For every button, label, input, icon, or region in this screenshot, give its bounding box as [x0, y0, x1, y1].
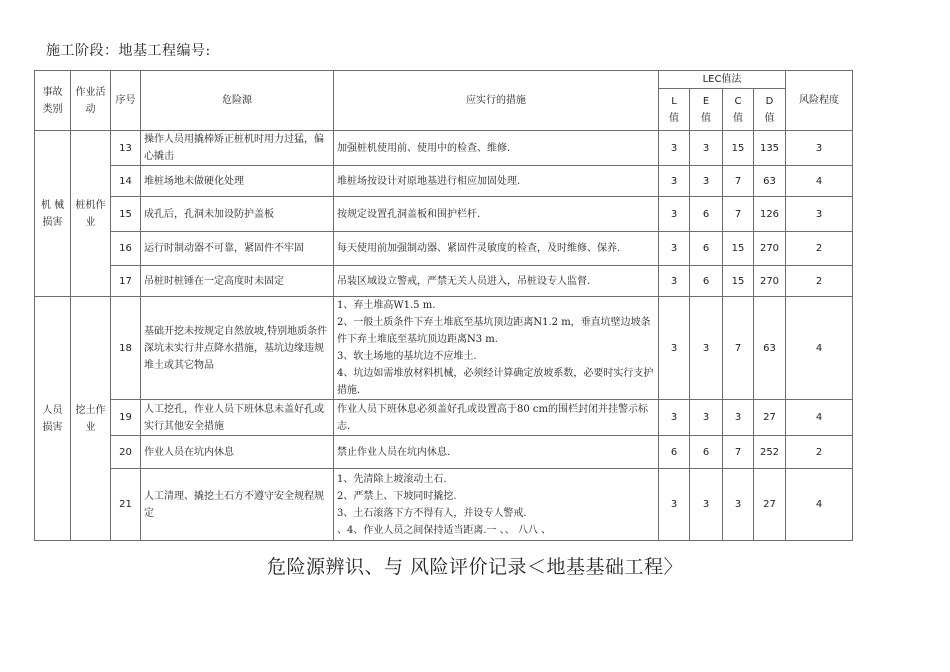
- l-value-cell: 3: [659, 469, 690, 541]
- l-value-cell: 6: [659, 436, 690, 469]
- measure-line: 、4、作业人员之间保持适当距离.一 、、 八八 、: [337, 524, 552, 536]
- col-measures: 应实行的措施: [334, 71, 659, 131]
- c-value-cell: 7: [723, 297, 754, 400]
- activity-cell: 挖土作业: [71, 297, 111, 541]
- col-risk: 风险程度: [786, 71, 853, 131]
- measures-cell: [334, 400, 659, 436]
- seq-cell: 21: [111, 469, 141, 541]
- d-value-cell: 135: [754, 131, 786, 166]
- category-cell: 机 械损害: [35, 131, 71, 297]
- l-value-cell: 3: [659, 297, 690, 400]
- measure-line: 吊装区域设立警戒，严禁无关人员进入，吊桩设专人监督.: [337, 275, 591, 287]
- col-e: E 值: [690, 89, 723, 131]
- d-value-cell: 126: [754, 197, 786, 232]
- hazard-cell: 基础开挖未按规定自然放坡,特别地质条件深坑未实行井点降水措施，基坑边缘违规堆土或其它物品: [141, 297, 334, 400]
- seq-cell: 16: [111, 232, 141, 266]
- measure-line: 2、严禁上、下坡同时撬挖.: [337, 490, 457, 502]
- table-row: [35, 469, 853, 541]
- c-value-cell: 7: [723, 197, 754, 232]
- c-value-cell: 15: [723, 232, 754, 266]
- d-value-cell: 270: [754, 232, 786, 266]
- table-row: [35, 197, 853, 232]
- activity-cell: 桩机作业: [71, 131, 111, 297]
- risk-level-cell: 2: [786, 232, 853, 266]
- l-value-cell: 3: [659, 400, 690, 436]
- measures-cell: [334, 297, 659, 400]
- document-title: 危险源辨识、与 风险评价记录＜地基基础工程〉: [266, 556, 684, 578]
- category-cell: 人员损害: [35, 297, 71, 541]
- measures-cell: [334, 232, 659, 266]
- risk-level-cell: 2: [786, 436, 853, 469]
- hazard-cell: 堆桩场地未做硬化处理: [141, 166, 334, 197]
- measure-line: 1、弃土堆高W1.5 m.: [337, 300, 436, 311]
- table-row: [35, 297, 853, 400]
- d-value-cell: 63: [754, 297, 786, 400]
- e-value-cell: 6: [690, 232, 723, 266]
- stage-line: 施工阶段：地基工程编号:: [46, 43, 211, 59]
- d-value-cell: 27: [754, 469, 786, 541]
- measures-cell: [334, 166, 659, 197]
- risk-level-cell: 4: [786, 297, 853, 400]
- seq-cell: 20: [111, 436, 141, 469]
- measure-line: 加强桩机使用前、使用中的检查、维修.: [337, 142, 511, 154]
- c-value-cell: 3: [723, 469, 754, 541]
- risk-level-cell: 3: [786, 131, 853, 166]
- c-value-cell: 15: [723, 266, 754, 297]
- risk-level-cell: 4: [786, 166, 853, 197]
- col-c: C 值: [723, 89, 754, 131]
- e-value-cell: 3: [690, 469, 723, 541]
- measure-line: 每天使用前加强制动器、紧固件灵敏度的检查，及时维修、保养.: [337, 243, 621, 254]
- seq-cell: 19: [111, 400, 141, 436]
- hazard-cell: 作业人员在坑内休息: [141, 436, 334, 469]
- measure-line: 2、一般土质条件下弃土堆底至基坑顶边距离N1.2 m，垂直坑壁边坡条件下弃土堆底至基坑顶边距离N3 m.: [337, 317, 651, 345]
- e-value-cell: 3: [690, 166, 723, 197]
- l-value-cell: 3: [659, 166, 690, 197]
- risk-level-cell: 2: [786, 266, 853, 297]
- col-hazard: 危险源: [141, 71, 334, 131]
- table-row: [35, 436, 853, 469]
- measure-line: 4、坑边如需堆放材料机械，必须经计算确定放坡系数，必要时实行支护措施.: [337, 368, 654, 396]
- measure-line: 3、软土场地的基坑边不应堆土.: [337, 351, 477, 362]
- e-value-cell: 3: [690, 297, 723, 400]
- e-value-cell: 6: [690, 197, 723, 232]
- l-value-cell: 3: [659, 197, 690, 232]
- risk-level-cell: 3: [786, 197, 853, 232]
- c-value-cell: 15: [723, 131, 754, 166]
- measures-cell: [334, 436, 659, 469]
- seq-cell: 18: [111, 297, 141, 400]
- seq-cell: 14: [111, 166, 141, 197]
- hazard-cell: 操作人员用撬棒矫正桩机时用力过猛，偏心撬击: [141, 131, 334, 166]
- measure-line: 禁止作业人员在坑内休息.: [337, 446, 451, 458]
- measure-line: 1、先清除上坡滚动土石.: [337, 473, 447, 485]
- col-seq: 序号: [111, 71, 141, 131]
- measure-line: 3、土石滚落下方不得有人，并设专人警戒.: [337, 507, 527, 519]
- measure-line: 作业人员下班休息必须盖好孔或设置高于80 cm的围栏封闭并挂警示标志.: [337, 403, 648, 432]
- col-lec: LEC值法: [659, 71, 786, 89]
- measures-cell: [334, 469, 659, 541]
- seq-cell: 17: [111, 266, 141, 297]
- hazard-cell: 人工清理、撬挖土石方不遵守安全规程规定: [141, 469, 334, 541]
- seq-cell: 15: [111, 197, 141, 232]
- e-value-cell: 3: [690, 400, 723, 436]
- l-value-cell: 3: [659, 266, 690, 297]
- hazard-cell: 吊桩时桩锤在一定高度时未固定: [141, 266, 334, 297]
- hazard-cell: 人工挖孔，作业人员下班休息未盖好孔或实行其他安全措施: [141, 400, 334, 436]
- c-value-cell: 7: [723, 166, 754, 197]
- table-row: [35, 400, 853, 436]
- l-value-cell: 3: [659, 131, 690, 166]
- col-l: L 值: [659, 89, 690, 131]
- risk-assessment-table: [34, 70, 853, 541]
- measure-line: 按规定设置孔洞盖板和围护栏杆.: [337, 208, 481, 220]
- hazard-cell: 成孔后，孔洞未加设防护盖板: [141, 197, 334, 232]
- measures-cell: [334, 197, 659, 232]
- table-row: [35, 131, 853, 166]
- l-value-cell: 3: [659, 232, 690, 266]
- e-value-cell: 6: [690, 266, 723, 297]
- table-row: [35, 166, 853, 197]
- measure-line: 堆桩场按设计对原地基进行相应加固处理.: [337, 175, 521, 187]
- risk-level-cell: 4: [786, 400, 853, 436]
- d-value-cell: 270: [754, 266, 786, 297]
- c-value-cell: 3: [723, 400, 754, 436]
- col-d: D 值: [754, 89, 786, 131]
- e-value-cell: 3: [690, 131, 723, 166]
- hazard-cell: 运行时制动器不可靠，紧固件不牢固: [141, 232, 334, 266]
- table-row: [35, 266, 853, 297]
- measures-cell: [334, 266, 659, 297]
- seq-cell: 13: [111, 131, 141, 166]
- e-value-cell: 6: [690, 436, 723, 469]
- col-activity: 作业活动: [71, 71, 111, 131]
- table-row: [35, 232, 853, 266]
- d-value-cell: 252: [754, 436, 786, 469]
- col-category: 事故类别: [35, 71, 71, 131]
- c-value-cell: 7: [723, 436, 754, 469]
- risk-level-cell: 4: [786, 469, 853, 541]
- d-value-cell: 63: [754, 166, 786, 197]
- measures-cell: [334, 131, 659, 166]
- d-value-cell: 27: [754, 400, 786, 436]
